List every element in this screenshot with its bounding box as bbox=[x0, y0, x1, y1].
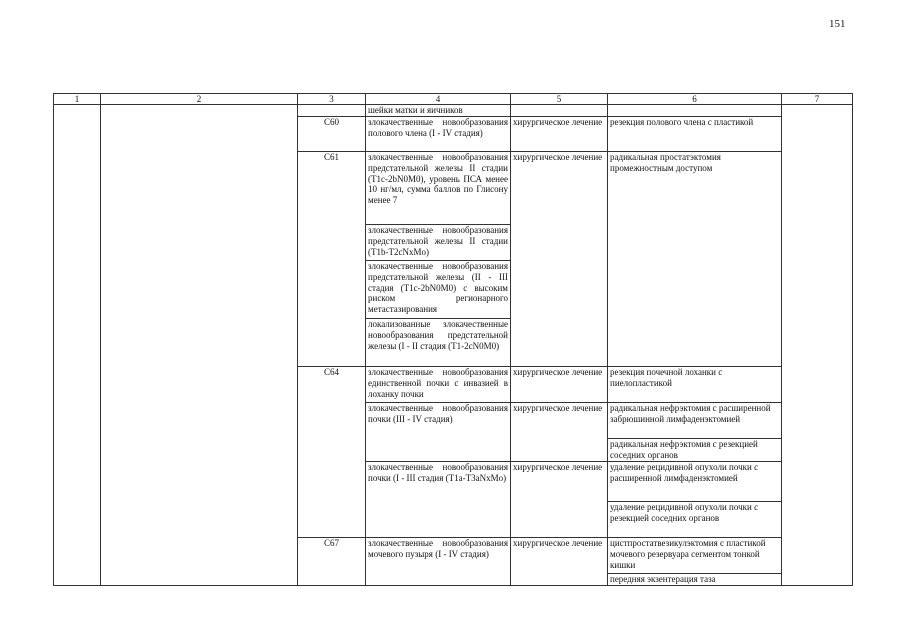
column-header: 1 bbox=[54, 94, 101, 105]
cell-col7 bbox=[782, 105, 853, 586]
table-row bbox=[54, 105, 853, 117]
cell-method: передняя экзентерация таза bbox=[608, 574, 782, 586]
cell-treatment: хирургическое лечение bbox=[511, 152, 608, 367]
cell-col2 bbox=[101, 105, 298, 586]
cell-code: С60 bbox=[298, 117, 366, 152]
column-number-row bbox=[54, 94, 853, 105]
cell-method: радикальная нефрэктомия с расширенной забрюшинной лимфаденэктомией bbox=[608, 403, 782, 439]
column-header: 5 bbox=[511, 94, 608, 105]
cell-method: резекция полового члена с пластикой bbox=[608, 117, 782, 152]
cell-diagnosis: злокачественные новообразования предстательной железы II стадии (T1c-2bN0M0), уровень ПСА менее 10 нг/мл, сумма баллов по Глисону менее 7 bbox=[366, 152, 511, 225]
cell-treatment bbox=[511, 105, 608, 117]
cell-method: резекция почечной лоханки с пиелопластикой bbox=[608, 367, 782, 403]
cell-diagnosis: злокачественные новообразования предстательной железы II стадии (T1b-T2cNxMo) bbox=[366, 225, 511, 261]
cell-treatment: хирургическое лечение bbox=[511, 117, 608, 152]
cell-treatment: хирургическое лечение bbox=[511, 403, 608, 462]
cell-method: радикальная простатэктомия промежностным доступом bbox=[608, 152, 782, 367]
cell-method: радикальная нефрэктомия с резекцией соседних органов bbox=[608, 439, 782, 462]
cell-diagnosis: злокачественные новообразования почки (III - IV стадия) bbox=[366, 403, 511, 462]
cell-treatment: хирургическое лечение bbox=[511, 538, 608, 586]
cell-diagnosis: шейки матки и яичников bbox=[366, 105, 511, 117]
column-header: 3 bbox=[298, 94, 366, 105]
column-header: 2 bbox=[101, 94, 298, 105]
page-number: 151 bbox=[829, 18, 846, 30]
cell-diagnosis: злокачественные новообразования полового члена (I - IV стадия) bbox=[366, 117, 511, 152]
cell-code: С64 bbox=[298, 367, 366, 538]
cell-diagnosis: злокачественные новообразования мочевого пузыря (I - IV стадия) bbox=[366, 538, 511, 586]
column-header: 6 bbox=[608, 94, 782, 105]
cell-method: цистпростатвезикулэктомия с пластикой мочевого резервуара сегментом тонкой кишки bbox=[608, 538, 782, 574]
cell-diagnosis: злокачественные новообразования почки (I - III стадия (T1a-T3aNxMo) bbox=[366, 462, 511, 538]
cell-method bbox=[608, 105, 782, 117]
cell-treatment: хирургическое лечение bbox=[511, 462, 608, 538]
cell-col1 bbox=[54, 105, 101, 586]
cell-code: С67 bbox=[298, 538, 366, 586]
medical-care-table bbox=[53, 93, 853, 586]
cell-method: удаление рецидивной опухоли почки с резекцией соседних органов bbox=[608, 502, 782, 538]
cell-code bbox=[298, 105, 366, 117]
cell-diagnosis: локализованные злокачественные новообразования предстательной железы (I - II стадия (T1-2cN0M0) bbox=[366, 319, 511, 367]
column-header: 7 bbox=[782, 94, 853, 105]
cell-code: С61 bbox=[298, 152, 366, 367]
cell-method: удаление рецидивной опухоли почки с расширенной лимфаденэктомией bbox=[608, 462, 782, 502]
cell-diagnosis: злокачественные новообразования предстательной железы (II - III стадия (T1c-2bN0M0) с высоким риском регионарного метастазирования bbox=[366, 261, 511, 319]
column-header: 4 bbox=[366, 94, 511, 105]
cell-diagnosis: злокачественные новообразования единственной почки с инвазией в лоханку почки bbox=[366, 367, 511, 403]
cell-treatment: хирургическое лечение bbox=[511, 367, 608, 403]
